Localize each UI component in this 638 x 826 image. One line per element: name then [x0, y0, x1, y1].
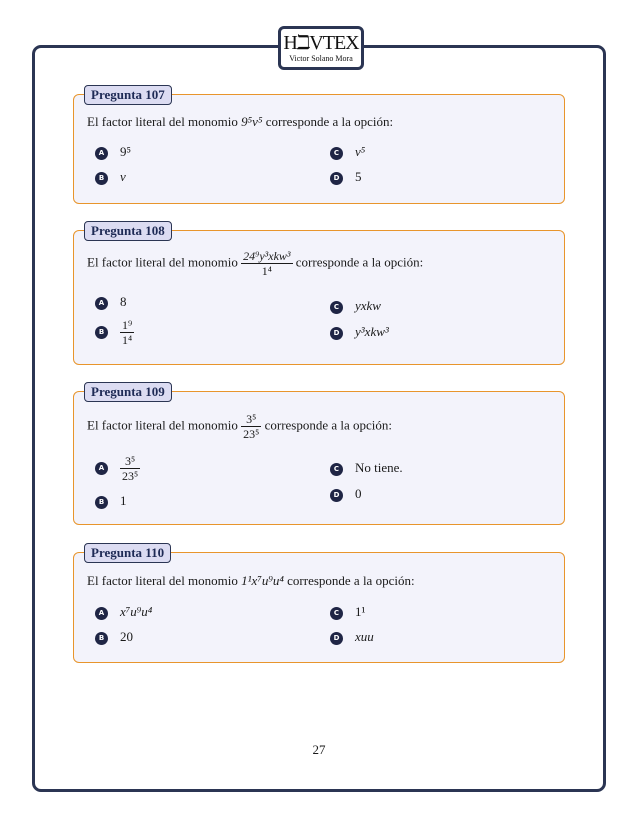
option-a-denominator: 23⁵ — [122, 469, 139, 483]
option-b-badge: B — [95, 496, 108, 509]
option-a-badge: A — [95, 147, 108, 160]
question-tag: Pregunta 109 — [84, 382, 172, 402]
question-tag: Pregunta 107 — [84, 85, 172, 105]
option-c-badge: C — [330, 147, 343, 160]
option-c-value: 1¹ — [355, 604, 366, 619]
option-d-badge: D — [330, 172, 343, 185]
option-a-badge: A — [95, 462, 108, 475]
question-110 — [73, 545, 565, 663]
question-109 — [73, 384, 565, 525]
option-c-value: yxkw — [355, 298, 381, 313]
option-c[interactable] — [330, 144, 365, 160]
question-text — [87, 249, 423, 278]
option-d-value: xuu — [355, 629, 374, 644]
option-c-badge: C — [330, 301, 343, 314]
option-d-badge: D — [330, 489, 343, 502]
option-a[interactable] — [95, 604, 152, 620]
option-b-badge: B — [95, 172, 108, 185]
option-b[interactable] — [95, 169, 126, 185]
question-text-before: El factor literal del monomio — [87, 417, 238, 433]
question-text — [87, 412, 392, 441]
option-d-value: 5 — [355, 169, 362, 184]
option-b-badge: B — [95, 632, 108, 645]
option-a[interactable] — [95, 454, 140, 483]
option-b-value: v — [120, 169, 126, 184]
option-a-badge: A — [95, 607, 108, 620]
question-text-before: El factor literal del monomio — [87, 114, 238, 129]
option-a-value: 9⁵ — [120, 144, 132, 159]
logo — [278, 26, 364, 70]
option-c[interactable] — [330, 460, 403, 476]
question-107 — [73, 87, 565, 204]
question-text-before: El factor literal del monomio — [87, 254, 238, 270]
page-number: 27 — [312, 742, 326, 757]
option-b-value: 20 — [120, 629, 133, 644]
question-text-before: El factor literal del monomio — [87, 573, 238, 588]
fraction-numerator: 3⁵ — [246, 412, 257, 426]
option-c[interactable] — [330, 604, 365, 620]
option-d[interactable] — [330, 486, 362, 502]
option-c-badge: C — [330, 463, 343, 476]
question-tag: Pregunta 108 — [84, 221, 172, 241]
monomial-fraction — [241, 249, 292, 278]
option-c-value: v⁵ — [355, 144, 366, 159]
option-b[interactable] — [95, 318, 134, 347]
question-108 — [73, 223, 565, 365]
logo-mark: HℶVTEX — [283, 32, 359, 54]
question-text — [87, 573, 415, 589]
question-text-after: corresponde a la opción: — [295, 254, 424, 270]
question-text — [87, 114, 393, 130]
option-a-value: 8 — [120, 294, 127, 309]
option-a-badge: A — [95, 297, 108, 310]
question-text-after: corresponde a la opción: — [265, 114, 394, 129]
option-b-denominator: 1⁴ — [122, 333, 133, 347]
option-b-value: 1 — [120, 493, 127, 508]
option-d[interactable] — [330, 629, 374, 645]
fraction-denominator: 23⁵ — [243, 427, 260, 441]
option-b[interactable] — [95, 493, 127, 509]
option-d[interactable] — [330, 324, 389, 340]
option-c-badge: C — [330, 607, 343, 620]
monomial-expression: 9⁵v⁵ — [241, 114, 263, 129]
option-c[interactable] — [330, 298, 381, 314]
option-d-value: 0 — [355, 486, 362, 501]
option-a[interactable] — [95, 294, 127, 310]
question-text-after: corresponde a la opción: — [264, 417, 393, 433]
logo-author: Victor Solano Mora — [289, 54, 353, 63]
question-tag: Pregunta 110 — [84, 543, 171, 563]
option-b-numerator: 1⁹ — [122, 318, 133, 332]
option-b-fraction — [120, 318, 134, 347]
monomial-fraction — [241, 412, 261, 441]
option-d-value: y³xkw³ — [355, 324, 389, 339]
monomial-expression: 1¹x⁷u⁹u⁴ — [241, 573, 284, 588]
option-a-fraction — [120, 454, 140, 483]
option-d-badge: D — [330, 632, 343, 645]
option-a-value: x⁷u⁹u⁴ — [120, 604, 153, 619]
option-a-numerator: 3⁵ — [125, 454, 136, 468]
fraction-numerator: 24⁹y³xkw³ — [243, 249, 291, 263]
option-c-value: No tiene. — [355, 460, 403, 475]
option-b[interactable] — [95, 629, 133, 645]
option-b-badge: B — [95, 326, 108, 339]
question-text-after: corresponde a la opción: — [287, 573, 415, 588]
option-a[interactable] — [95, 144, 131, 160]
fraction-denominator: 1⁴ — [241, 263, 292, 278]
option-d[interactable] — [330, 169, 362, 185]
option-d-badge: D — [330, 327, 343, 340]
